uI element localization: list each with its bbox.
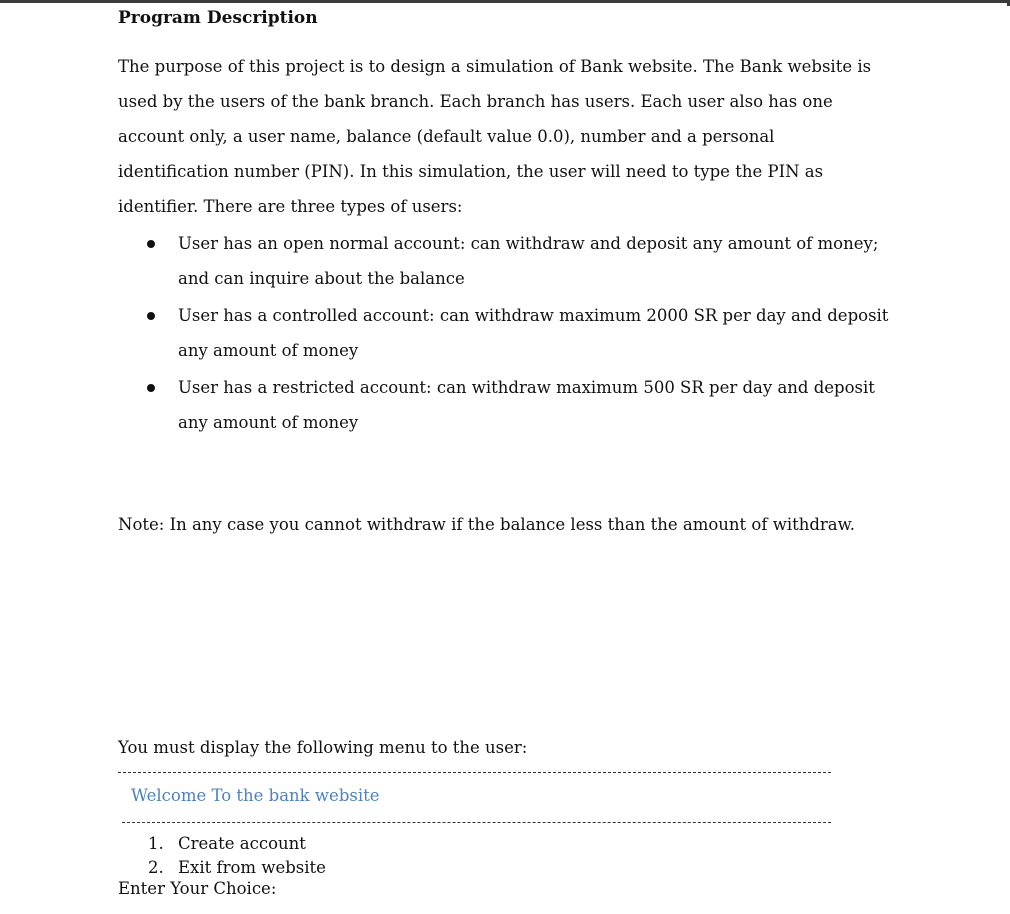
user-type-restricted (118, 370, 898, 440)
user-type-normal (118, 226, 898, 296)
bullet-line: User has an open normal account: can withdraw and deposit any amount of money; (178, 234, 879, 253)
bullet-icon (147, 312, 155, 320)
paragraph-line: account only, a user name, balance (default value 0.0), number and a personal (118, 127, 775, 146)
paragraph-line: The purpose of this project is to design a simulation of Bank website. The Bank website is (118, 57, 872, 76)
menu-item-label: Exit from website (178, 857, 326, 877)
bullet-icon (147, 384, 155, 392)
menu-list (148, 832, 326, 879)
withdraw-note: Note: In any case you cannot withdraw if the balance less than the amount of withdraw. (118, 515, 856, 534)
bullet-line: User has a controlled account: can withdraw maximum 2000 SR per day and deposit (178, 306, 889, 325)
menu-intro-text: You must display the following menu to the user: (118, 738, 528, 757)
description-paragraph (118, 49, 898, 224)
bullet-icon (147, 240, 155, 248)
paragraph-line: identification number (PIN). In this simulation, the user will need to type the PIN as (118, 162, 824, 181)
section-title: Program Description (118, 8, 318, 28)
page-top-border (0, 0, 1010, 3)
bullet-line: and can inquire about the balance (178, 269, 465, 288)
menu-item-create-account (148, 832, 326, 856)
choice-prompt: Enter Your Choice: (118, 879, 277, 898)
menu-item-number: 1. (148, 834, 164, 853)
menu-item-label: Create account (178, 834, 306, 853)
bullet-line: any amount of money (178, 341, 359, 360)
paragraph-line: used by the users of the bank branch. Each branch has users. Each user also has one (118, 92, 833, 111)
user-types-list (118, 226, 898, 442)
menu-item-exit (148, 856, 326, 880)
welcome-banner: Welcome To the bank website (131, 786, 380, 805)
menu-item-number: 2. (148, 857, 164, 877)
bullet-line: any amount of money (178, 413, 359, 432)
paragraph-line: identifier. There are three types of users: (118, 197, 463, 216)
dashed-divider-bottom (122, 822, 831, 823)
bullet-line: User has a restricted account: can withdraw maximum 500 SR per day and deposit (178, 378, 875, 397)
user-type-controlled (118, 298, 898, 368)
dashed-divider-top (118, 772, 831, 773)
